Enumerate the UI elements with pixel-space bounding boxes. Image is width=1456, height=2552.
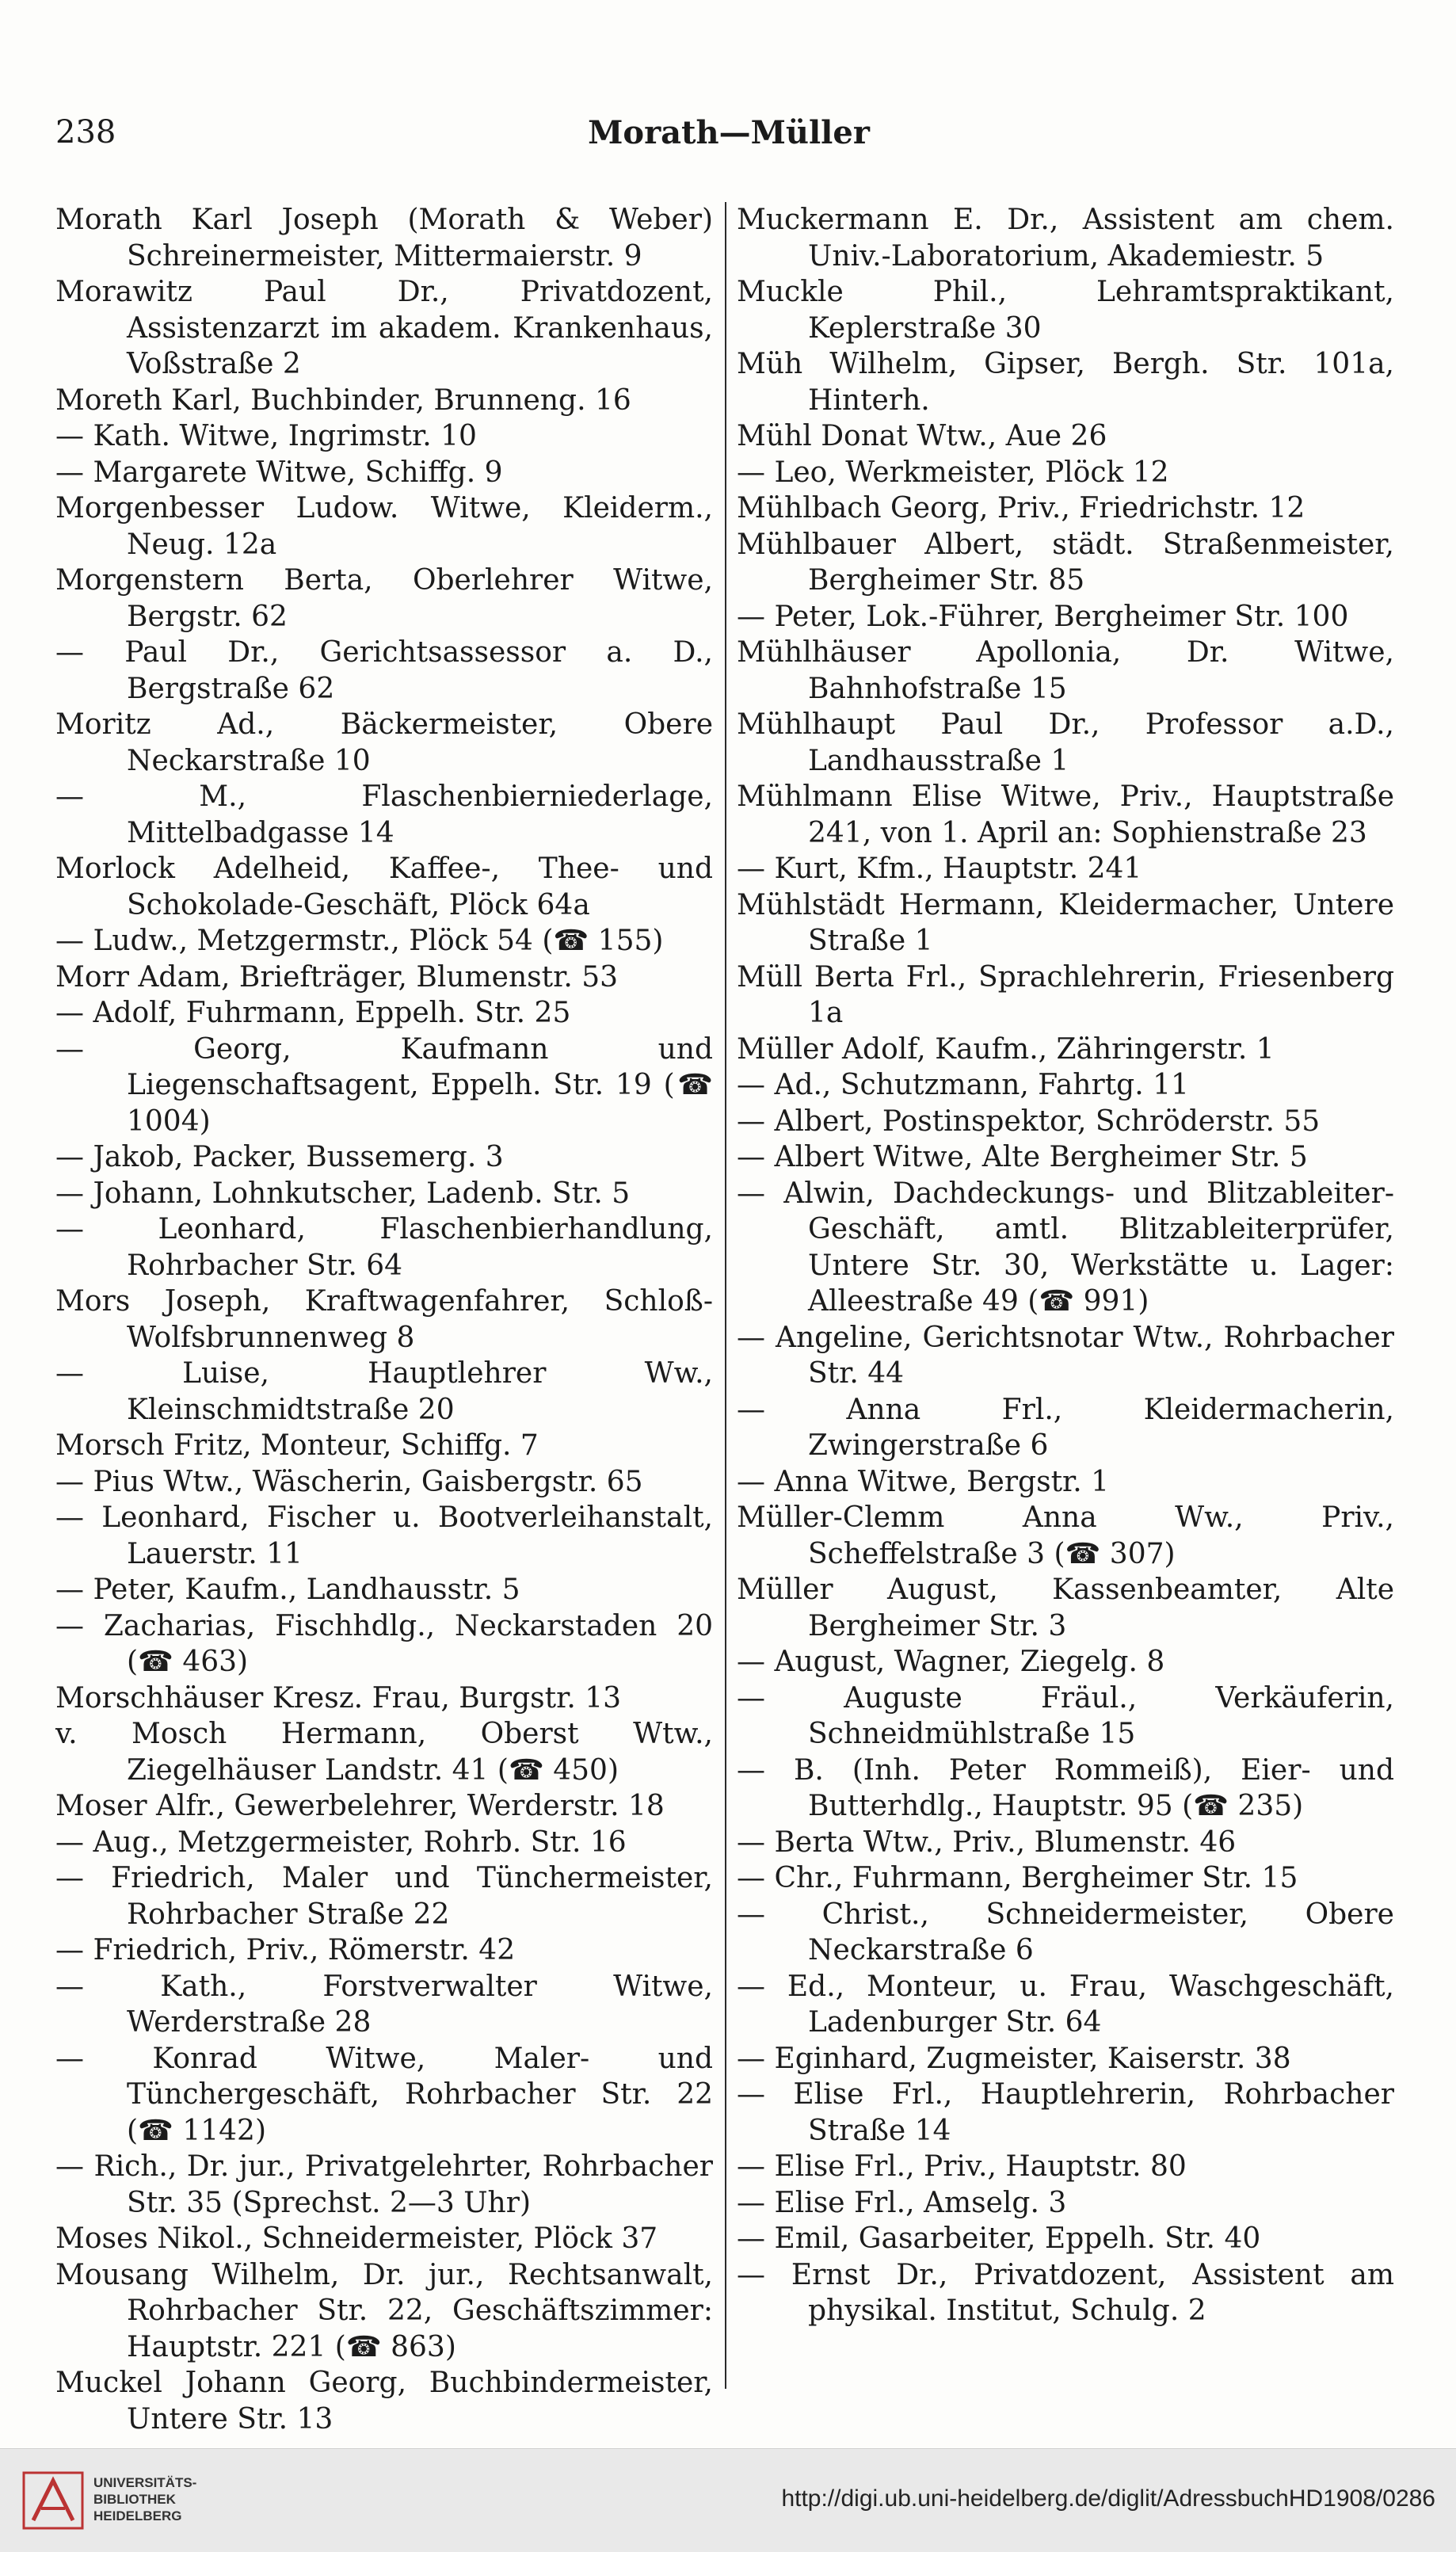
directory-entry: — Emil, Gasarbeiter, Eppelh. Str. 40 xyxy=(737,2222,1261,2255)
directory-entry: Moritz Ad., Bäckermeister, Obere Neckarstraße 10 xyxy=(55,708,713,777)
directory-entry: — Johann, Lohnkutscher, Ladenb. Str. 5 xyxy=(55,1177,631,1210)
directory-entry: — Leonhard, Flaschenbierhandlung, Rohrbacher Str. 64 xyxy=(55,1213,713,1282)
directory-entry: — Elise Frl., Hauptlehrerin, Rohrbacher Straße 14 xyxy=(737,2078,1394,2147)
directory-entry: — Margarete Witwe, Schiffg. 9 xyxy=(55,456,503,489)
directory-entry: — Friedrich, Maler und Tünchermeister, Rohrbacher Straße 22 xyxy=(55,1862,713,1931)
running-head: Morath—Müller xyxy=(588,114,870,151)
directory-entry: Morgenstern Berta, Oberlehrer Witwe, Bergstr. 62 xyxy=(55,564,713,633)
directory-entry: Mühlhaupt Paul Dr., Professor a.D., Landhausstraße 1 xyxy=(737,708,1394,777)
directory-entry: — Christ., Schneidermeister, Obere Neckarstraße 6 xyxy=(737,1898,1394,1966)
directory-entry: Mühlbach Georg, Priv., Friedrichstr. 12 xyxy=(737,492,1305,525)
directory-entry: Mühlstädt Hermann, Kleidermacher, Untere Straße 1 xyxy=(737,888,1394,957)
directory-entry: — Konrad Witwe, Maler- und Tünchergeschäft, Rohrbacher Str. 22 (☎ 1142) xyxy=(55,2042,713,2147)
source-url-link[interactable]: http://digi.ub.uni-heidelberg.de/diglit/AdressbuchHD1908/0286 xyxy=(781,2485,1435,2512)
directory-entry: Mousang Wilhelm, Dr. jur., Rechtsanwalt, Rohrbacher Str. 22, Geschäftszimmer: Hauptstr. 221 (☎ 863) xyxy=(55,2258,713,2363)
directory-entry: — Friedrich, Priv., Römerstr. 42 xyxy=(55,1934,516,1966)
directory-entry: — Elise Frl., Priv., Hauptstr. 80 xyxy=(737,2150,1187,2183)
directory-entry: — Georg, Kaufmann und Liegenschaftsagent, Eppelh. Str. 19 (☎ 1004) xyxy=(55,1032,713,1138)
page-header xyxy=(55,101,1402,165)
directory-entry: — Ed., Monteur, u. Frau, Waschgeschäft, Ladenburger Str. 64 xyxy=(737,1970,1394,2039)
directory-entry: Müh Wilhelm, Gipser, Bergh. Str. 101a, Hinterh. xyxy=(737,348,1394,417)
page-number: 238 xyxy=(55,114,116,151)
directory-entry: — Paul Dr., Gerichtsassessor a. D., Bergstraße 62 xyxy=(55,636,713,705)
directory-entry: — Elise Frl., Amselg. 3 xyxy=(737,2186,1067,2219)
directory-entry: Moreth Karl, Buchbinder, Brunneng. 16 xyxy=(55,383,631,417)
directory-entry: Müller-Clemm Anna Ww., Priv., Scheffelstraße 3 (☎ 307) xyxy=(737,1501,1394,1570)
directory-entry: — Ernst Dr., Privatdozent, Assistent am physikal. Institut, Schulg. 2 xyxy=(737,2258,1394,2327)
library-name-line: BIBLIOTHEK xyxy=(93,2492,176,2507)
directory-entry: — Pius Wtw., Wäscherin, Gaisbergstr. 65 xyxy=(55,1465,643,1498)
directory-entry: Morsch Fritz, Monteur, Schiffg. 7 xyxy=(55,1429,539,1462)
directory-entry: — Adolf, Fuhrmann, Eppelh. Str. 25 xyxy=(55,997,571,1029)
directory-entry: — Eginhard, Zugmeister, Kaiserstr. 38 xyxy=(737,2042,1291,2075)
directory-entry: — Luise, Hauptlehrer Ww., Kleinschmidtstraße 20 xyxy=(55,1357,713,1426)
directory-entry: — Zacharias, Fischhdlg., Neckarstaden 20 (☎ 463) xyxy=(55,1609,713,1678)
right-column xyxy=(737,202,1394,2413)
directory-entry: — Ludw., Metzgermstr., Plöck 54 (☎ 155) xyxy=(55,925,664,957)
library-name xyxy=(93,2474,196,2524)
directory-entry: Mühl Donat Wtw., Aue 26 xyxy=(737,420,1107,452)
directory-entry: — M., Flaschenbierniederlage, Mittelbadgasse 14 xyxy=(55,780,713,849)
directory-entry: Morgenbesser Ludow. Witwe, Kleiderm., Neug. 12a xyxy=(55,492,713,561)
directory-entry: v. Mosch Hermann, Oberst Wtw., Ziegelhäuser Landstr. 41 (☎ 450) xyxy=(55,1718,713,1787)
footer-bar xyxy=(0,2448,1456,2552)
directory-entry: — Ad., Schutzmann, Fahrtg. 11 xyxy=(737,1069,1189,1101)
directory-entry: — Jakob, Packer, Bussemerg. 3 xyxy=(55,1141,504,1173)
directory-entry: Mühlbauer Albert, städt. Straßenmeister, Bergheimer Str. 85 xyxy=(737,528,1394,597)
directory-entry: — Leonhard, Fischer u. Bootverleihanstalt, Lauerstr. 11 xyxy=(55,1501,713,1570)
university-seal-icon[interactable] xyxy=(17,2465,89,2536)
directory-entry: — Anna Frl., Kleidermacherin, Zwingerstraße 6 xyxy=(737,1393,1394,1462)
directory-entry: Moses Nikol., Schneidermeister, Plöck 37 xyxy=(55,2222,658,2255)
library-name-line: HEIDELBERG xyxy=(93,2508,182,2523)
directory-entry: — Peter, Kaufm., Landhausstr. 5 xyxy=(55,1574,520,1606)
directory-entry: Mühlhäuser Apollonia, Dr. Witwe, Bahnhofstraße 15 xyxy=(737,636,1394,705)
directory-entry: Muckle Phil., Lehramtspraktikant, Keplerstraße 30 xyxy=(737,276,1394,345)
directory-entry: — Albert Witwe, Alte Bergheimer Str. 5 xyxy=(737,1141,1308,1173)
directory-entry: — Angeline, Gerichtsnotar Wtw., Rohrbacher Str. 44 xyxy=(737,1321,1394,1390)
directory-entry: Mors Joseph, Kraftwagenfahrer, Schloß-Wolfsbrunnenweg 8 xyxy=(55,1285,713,1354)
directory-entry: — Leo, Werkmeister, Plöck 12 xyxy=(737,456,1169,489)
directory-entry: Morath Karl Joseph (Morath & Weber) Schreinermeister, Mittermaierstr. 9 xyxy=(55,204,713,273)
directory-entry: Mühlmann Elise Witwe, Priv., Hauptstraße 241, von 1. April an: Sophienstraße 23 xyxy=(737,780,1394,849)
directory-entry: — Albert, Postinspektor, Schröderstr. 55 xyxy=(737,1104,1321,1138)
column-divider xyxy=(725,202,726,2389)
directory-entry: — Anna Witwe, Bergstr. 1 xyxy=(737,1465,1110,1498)
directory-entry: — August, Wagner, Ziegelg. 8 xyxy=(737,1646,1165,1678)
directory-entry: Muckel Johann Georg, Buchbindermeister, Untere Str. 13 xyxy=(55,2367,713,2436)
left-column xyxy=(55,202,713,2436)
directory-entry: — Rich., Dr. jur., Privatgelehrter, Rohrbacher Str. 35 (Sprechst. 2—3 Uhr) xyxy=(55,2150,713,2219)
directory-entry: Morschhäuser Kresz. Frau, Burgstr. 13 xyxy=(55,1681,622,1715)
directory-entry: — Auguste Fräul., Verkäuferin, Schneidmühlstraße 15 xyxy=(737,1681,1394,1750)
directory-entry: Muckermann E. Dr., Assistent am chem. Univ.-Laboratorium, Akademiestr. 5 xyxy=(737,204,1394,273)
directory-entry: — Aug., Metzgermeister, Rohrb. Str. 16 xyxy=(55,1825,627,1859)
directory-entry: Morr Adam, Briefträger, Blumenstr. 53 xyxy=(55,960,619,994)
directory-entry: — Berta Wtw., Priv., Blumenstr. 46 xyxy=(737,1825,1237,1859)
directory-entry: — Alwin, Dachdeckungs- und Blitzableiter-Geschäft, amtl. Blitzableiterprüfer, Untere Str. 30, Werkstätte u. Lager: Alleestraße 49 (☎ 991) xyxy=(737,1177,1394,1318)
directory-entry: — Kath., Forstverwalter Witwe, Werderstraße 28 xyxy=(55,1970,713,2039)
directory-entry: — Kath. Witwe, Ingrimstr. 10 xyxy=(55,420,477,452)
library-name-line: UNIVERSITÄTS- xyxy=(93,2475,197,2490)
directory-entry: Morawitz Paul Dr., Privatdozent, Assistenzarzt im akadem. Krankenhaus, Voßstraße 2 xyxy=(55,276,713,380)
directory-entry: Müll Berta Frl., Sprachlehrerin, Friesenberg 1a xyxy=(737,960,1394,1029)
directory-entry: Müller August, Kassenbeamter, Alte Bergheimer Str. 3 xyxy=(737,1574,1394,1642)
directory-entry: — Peter, Lok.-Führer, Bergheimer Str. 100 xyxy=(737,600,1349,633)
directory-entry: — Kurt, Kfm., Hauptstr. 241 xyxy=(737,853,1142,885)
directory-entry: Müller Adolf, Kaufm., Zähringerstr. 1 xyxy=(737,1032,1275,1066)
directory-entry: — B. (Inh. Peter Rommeiß), Eier- und Butterhdlg., Hauptstr. 95 (☎ 235) xyxy=(737,1753,1394,1822)
directory-entry: — Chr., Fuhrmann, Bergheimer Str. 15 xyxy=(737,1862,1298,1894)
directory-entry: Moser Alfr., Gewerbelehrer, Werderstr. 18 xyxy=(55,1790,665,1822)
directory-entry: Morlock Adelheid, Kaffee-, Thee- und Schokolade-Geschäft, Plöck 64a xyxy=(55,853,713,921)
